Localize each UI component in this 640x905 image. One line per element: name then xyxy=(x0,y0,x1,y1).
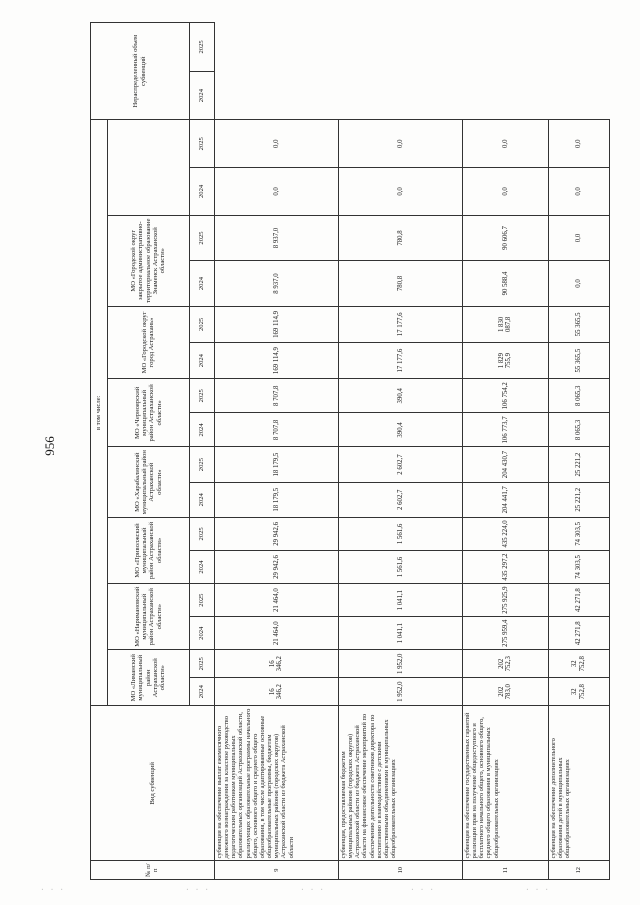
value-cell: 25 221,2 xyxy=(549,482,610,517)
value-cell: 16 346,2 xyxy=(214,678,338,706)
value-cell: 0,0 xyxy=(549,120,610,168)
value-cell: 0,0 xyxy=(549,261,610,307)
header-year: 2025 xyxy=(189,584,214,617)
value-cell: 29 942,6 xyxy=(214,517,338,550)
value-cell: 21 464,0 xyxy=(214,617,338,650)
header-year: 2024 xyxy=(189,168,214,216)
header-kharabalinsky: МО «Харабалинский муниципальный район Астраханской области» xyxy=(107,447,189,517)
value-cell: 390,4 xyxy=(338,379,462,413)
value-cell: 8 065,3 xyxy=(549,413,610,447)
value-cell: 74 303,5 xyxy=(549,517,610,550)
value-cell: 204 430,7 xyxy=(462,447,548,482)
value-cell: 275 959,4 xyxy=(462,617,548,650)
header-num: № п/п xyxy=(91,861,215,880)
value-cell: 18 179,5 xyxy=(214,482,338,517)
value-cell: 1 041,1 xyxy=(338,584,462,617)
header-narimanovsky: МО «Наримановский муниципальный район Астраханской области» xyxy=(107,584,189,650)
value-cell: 1 952,0 xyxy=(338,678,462,706)
value-cell: 42 271,8 xyxy=(549,617,610,650)
value-cell: 169 114,9 xyxy=(214,306,338,342)
header-including: в том числе: xyxy=(91,120,108,706)
table-row xyxy=(338,23,462,880)
value-cell: 0,0 xyxy=(462,120,548,168)
value-cell: 0,0 xyxy=(214,120,338,168)
value-cell: 106 754,2 xyxy=(462,379,548,413)
value-cell: 55 365,5 xyxy=(549,343,610,379)
margin-mark: · · · xyxy=(525,885,550,894)
value-cell: 1 952,0 xyxy=(338,650,462,678)
value-cell: 8 707,8 xyxy=(214,379,338,413)
value-cell: 29 942,6 xyxy=(214,550,338,583)
header-year: 2024 xyxy=(189,678,214,706)
value-cell: 204 441,7 xyxy=(462,482,548,517)
value-cell: 106 773,7 xyxy=(462,413,548,447)
header-year: 2025 xyxy=(189,379,214,413)
value-cell: 2 602,7 xyxy=(338,482,462,517)
value-cell: 2 602,7 xyxy=(338,447,462,482)
rotated-table-container xyxy=(90,22,610,880)
margin-mark: · · · xyxy=(40,885,65,894)
subvention-kind: субвенция, предоставляемая бюджетам муниципальных районов (городских округов) Астраханской области из бюджета Астраханской области на финансовое обеспечение мероприятий по обеспечению деятельности советников директора по воспитанию и взаимодействию с детскими общественными объединениями в муниципальных общеобразовательных организациях xyxy=(338,706,462,861)
value-cell: 32 752,8 xyxy=(549,650,610,678)
header-year: 2024 xyxy=(189,413,214,447)
row-number: 12 xyxy=(549,861,610,880)
value-cell: 435 297,2 xyxy=(462,550,548,583)
row-number: 11 xyxy=(462,861,548,880)
value-cell: 1 830 087,8 xyxy=(462,306,548,342)
value-cell: 8 065,3 xyxy=(549,379,610,413)
value-cell: 0,0 xyxy=(214,168,338,216)
header-year: 2024 xyxy=(189,261,214,307)
value-cell: 169 114,9 xyxy=(214,343,338,379)
value-cell: 17 177,6 xyxy=(338,306,462,342)
header-year: 2025 xyxy=(189,23,214,72)
value-cell: 780,8 xyxy=(338,261,462,307)
header-chernoyarsky: МО «Черноярский муниципальный район Астраханской области» xyxy=(107,379,189,447)
header-limansky: МО «Лиманский муниципальный район Астраханской области» xyxy=(107,650,189,706)
value-cell: 1 561,6 xyxy=(338,550,462,583)
value-cell: 18 179,5 xyxy=(214,447,338,482)
subvention-kind: субвенция на обеспечение государственных гарантий реализации прав на получение общедоступного и бесплатного начального общего, основного общего, среднего общего образования в муниципальных общеобразовательных организациях xyxy=(462,706,548,861)
value-cell: 90 606,7 xyxy=(462,215,548,261)
header-year: 2025 xyxy=(189,447,214,482)
value-cell: 32 752,8 xyxy=(549,678,610,706)
value-cell: 435 224,0 xyxy=(462,517,548,550)
subventions-table xyxy=(90,22,610,880)
value-cell: 202 783,0 xyxy=(462,678,548,706)
row-number: 9 xyxy=(214,861,338,880)
value-cell: 0,0 xyxy=(338,168,462,216)
value-cell: 0,0 xyxy=(549,215,610,261)
value-cell: 25 221,2 xyxy=(549,447,610,482)
margin-mark: · · · xyxy=(300,885,325,894)
value-cell: 74 303,5 xyxy=(549,550,610,583)
value-cell: 1 041,1 xyxy=(338,617,462,650)
value-cell: 55 365,5 xyxy=(549,306,610,342)
value-cell: 21 464,0 xyxy=(214,584,338,617)
header-year: 2024 xyxy=(189,482,214,517)
margin-mark: · · · xyxy=(410,885,435,894)
header-undistributed: Нераспределенный объем субвенций xyxy=(91,23,190,120)
header-privolzhsky: МО «Приволжский муниципальный район Астраханской области» xyxy=(107,517,189,583)
value-cell: 90 588,4 xyxy=(462,261,548,307)
value-cell: 1 829 755,9 xyxy=(462,343,548,379)
header-year: 2024 xyxy=(189,550,214,583)
value-cell: 0,0 xyxy=(462,168,548,216)
value-cell: 1 561,6 xyxy=(338,517,462,550)
value-cell: 0,0 xyxy=(549,168,610,216)
subvention-kind: субвенция на обеспечение дополнительного образования детей в муниципальных общеобразовательных организациях xyxy=(549,706,610,861)
header-year: 2025 xyxy=(189,306,214,342)
margin-mark: · · · xyxy=(185,885,210,894)
table-row xyxy=(549,23,610,880)
table-row xyxy=(214,23,338,880)
header-znamensk: МО «Городской округ закрытое административно-территориальное образование Знаменск Астраханской области» xyxy=(107,215,189,306)
value-cell: 16 346,2 xyxy=(214,650,338,678)
value-cell: 8 937,0 xyxy=(214,261,338,307)
header-year: 2025 xyxy=(189,650,214,678)
header-astrakhan: МО «Городской округ город Астрахань» xyxy=(107,306,189,378)
header-year: 2024 xyxy=(189,617,214,650)
header-year: 2024 xyxy=(189,343,214,379)
row-number: 10 xyxy=(338,861,462,880)
value-cell: 390,4 xyxy=(338,413,462,447)
header-year: 2025 xyxy=(189,215,214,261)
value-cell: 8 937,0 xyxy=(214,215,338,261)
table-row xyxy=(462,23,548,880)
header-year: 2025 xyxy=(189,517,214,550)
value-cell: 275 925,9 xyxy=(462,584,548,617)
value-cell: 17 177,6 xyxy=(338,343,462,379)
value-cell: 202 752,3 xyxy=(462,650,548,678)
value-cell: 8 707,8 xyxy=(214,413,338,447)
subvention-kind: субвенция на обеспечение выплат ежемесячного денежного вознаграждения за классное руководство педагогическим работникам муниципальных образовательных организаций Астраханской области, реализующих образовательные программы начального общего, основного общего и среднего общего образования, в том числе адаптированные основные общеобразовательные программы, бюджетам муниципальных районов (городских округов) Астраханской области из бюджета Астраханской области xyxy=(214,706,338,861)
value-cell: 0,0 xyxy=(338,120,462,168)
value-cell: 780,8 xyxy=(338,215,462,261)
value-cell: 42 271,8 xyxy=(549,584,610,617)
header-year: 2025 xyxy=(189,120,214,168)
header-kind: Вид субвенций xyxy=(91,706,215,861)
page-number: 956 xyxy=(41,436,57,456)
header-year: 2024 xyxy=(189,71,214,120)
